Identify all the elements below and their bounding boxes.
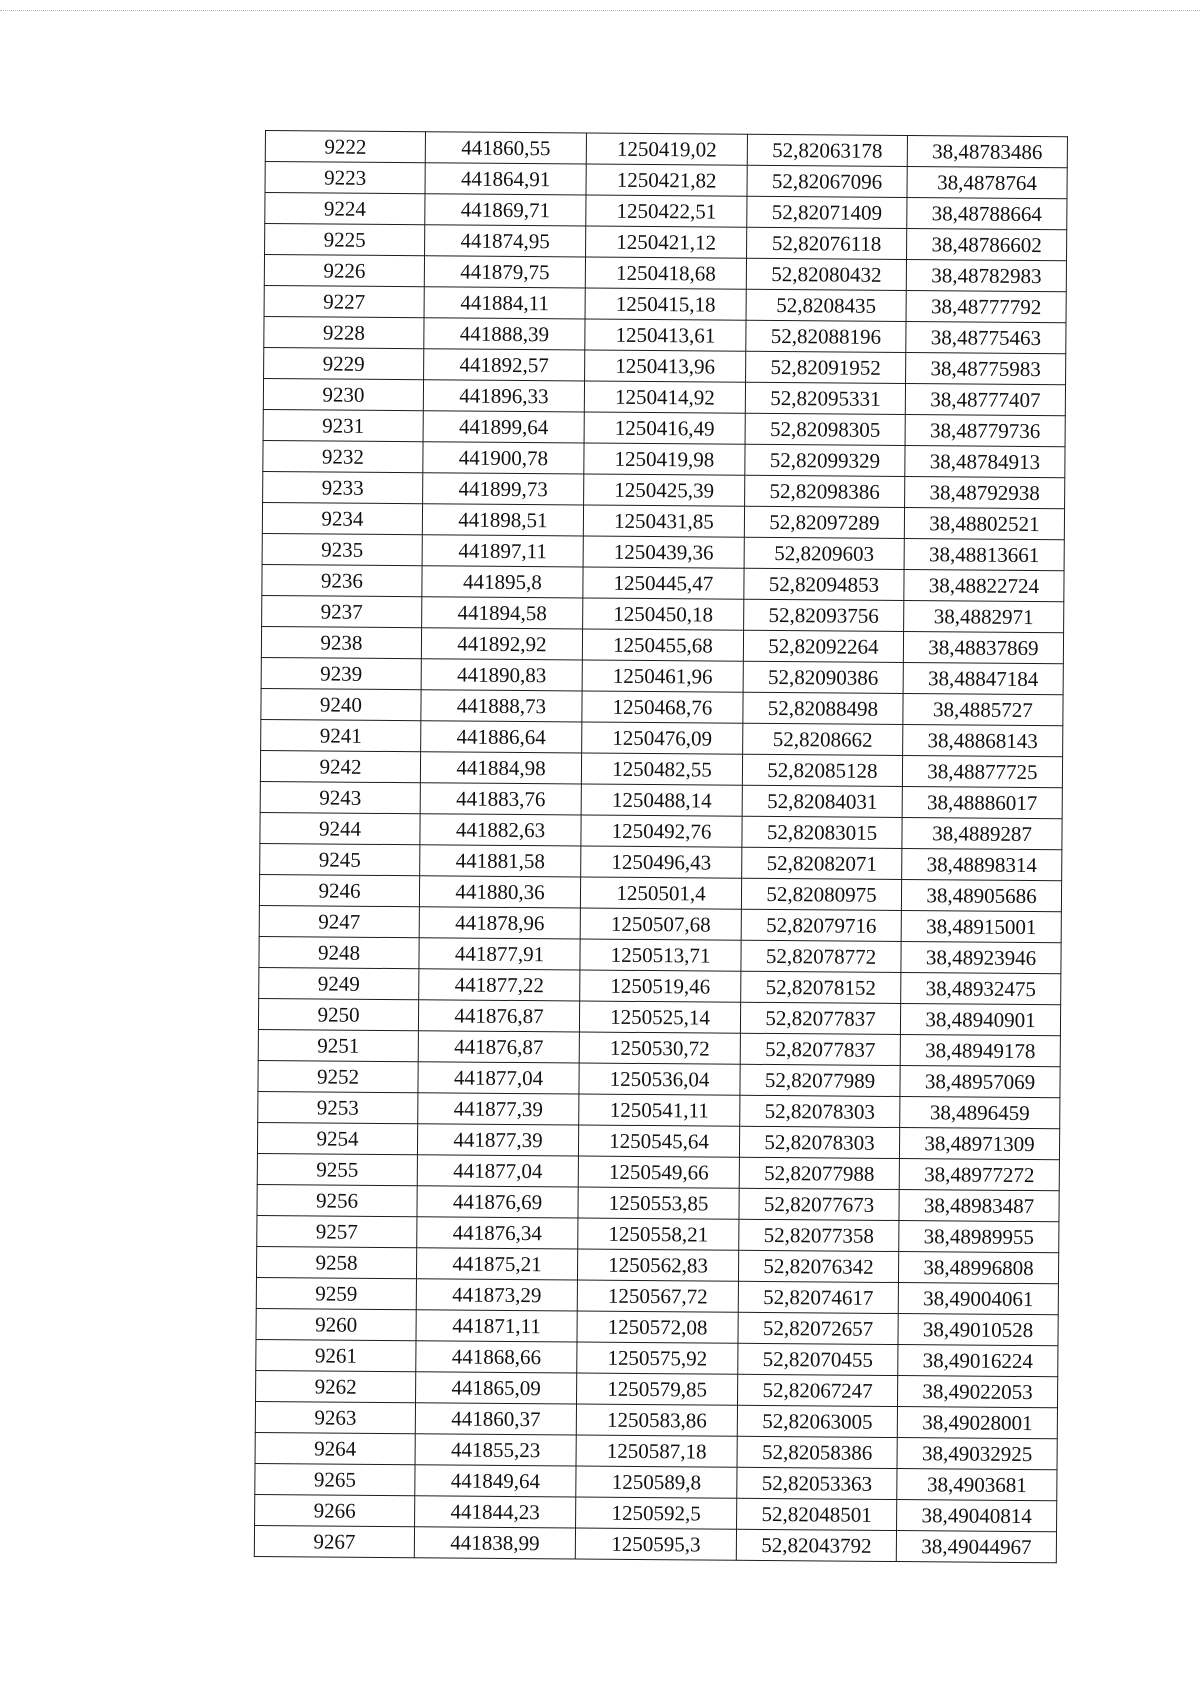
longitude-cell: 38,48989955 — [899, 1221, 1059, 1253]
x-coordinate-cell: 441865,09 — [416, 1372, 577, 1404]
point-number-cell: 9255 — [257, 1153, 417, 1185]
latitude-cell: 52,82074617 — [738, 1281, 898, 1313]
point-number-cell: 9252 — [258, 1060, 418, 1092]
longitude-cell: 38,48822724 — [904, 570, 1064, 602]
x-coordinate-cell: 441876,34 — [417, 1217, 578, 1249]
point-number-cell: 9244 — [260, 812, 420, 844]
x-coordinate-cell: 441855,23 — [415, 1434, 576, 1466]
longitude-cell: 38,48957069 — [900, 1066, 1060, 1098]
latitude-cell: 52,82077989 — [740, 1064, 900, 1096]
x-coordinate-cell: 441899,64 — [423, 411, 584, 443]
point-number-cell: 9237 — [262, 595, 422, 627]
longitude-cell: 38,4896459 — [900, 1097, 1060, 1129]
y-coordinate-cell: 1250450,18 — [583, 598, 744, 630]
longitude-cell: 38,48788664 — [907, 198, 1067, 230]
point-number-cell: 9240 — [261, 688, 421, 720]
latitude-cell: 52,82077837 — [740, 1033, 900, 1065]
longitude-cell: 38,48777407 — [905, 384, 1065, 416]
longitude-cell: 38,48786602 — [907, 229, 1067, 261]
point-number-cell: 9242 — [260, 750, 420, 782]
latitude-cell: 52,82098305 — [745, 413, 905, 445]
point-number-cell: 9257 — [257, 1215, 417, 1247]
longitude-cell: 38,49022053 — [897, 1376, 1057, 1408]
y-coordinate-cell: 1250439,36 — [583, 536, 744, 568]
longitude-cell: 38,49032925 — [897, 1438, 1057, 1470]
latitude-cell: 52,82097289 — [744, 506, 904, 538]
longitude-cell: 38,48886017 — [902, 787, 1062, 819]
y-coordinate-cell: 1250488,14 — [581, 784, 742, 816]
y-coordinate-cell: 1250414,92 — [584, 381, 745, 413]
y-coordinate-cell: 1250541,11 — [579, 1094, 740, 1126]
longitude-cell: 38,49016224 — [898, 1345, 1058, 1377]
y-coordinate-cell: 1250415,18 — [585, 288, 746, 320]
x-coordinate-cell: 441877,39 — [418, 1093, 579, 1125]
x-coordinate-cell: 441877,22 — [419, 969, 580, 1001]
point-number-cell: 9247 — [259, 905, 419, 937]
latitude-cell: 52,82043792 — [736, 1529, 896, 1561]
x-coordinate-cell: 441876,87 — [418, 1000, 579, 1032]
point-number-cell: 9251 — [258, 1029, 418, 1061]
longitude-cell: 38,4889287 — [902, 818, 1062, 850]
latitude-cell: 52,82090386 — [743, 661, 903, 693]
point-number-cell: 9265 — [255, 1463, 415, 1495]
y-coordinate-cell: 1250530,72 — [579, 1032, 740, 1064]
latitude-cell: 52,82083015 — [742, 816, 902, 848]
point-number-cell: 9248 — [259, 936, 419, 968]
point-number-cell: 9254 — [257, 1122, 417, 1154]
latitude-cell: 52,82076118 — [747, 227, 907, 259]
longitude-cell: 38,48868143 — [903, 725, 1063, 757]
y-coordinate-cell: 1250421,12 — [586, 226, 747, 258]
longitude-cell: 38,48971309 — [899, 1128, 1059, 1160]
latitude-cell: 52,82077358 — [739, 1219, 899, 1251]
latitude-cell: 52,82067096 — [747, 165, 907, 197]
y-coordinate-cell: 1250431,85 — [583, 505, 744, 537]
latitude-cell: 52,82084031 — [742, 785, 902, 817]
point-number-cell: 9227 — [264, 285, 424, 317]
x-coordinate-cell: 441869,71 — [425, 194, 586, 226]
latitude-cell: 52,82082071 — [742, 847, 902, 879]
point-number-cell: 9235 — [262, 533, 422, 565]
point-number-cell: 9224 — [265, 193, 425, 225]
latitude-cell: 52,82088196 — [746, 320, 906, 352]
longitude-cell: 38,48813661 — [904, 539, 1064, 571]
y-coordinate-cell: 1250421,82 — [586, 164, 747, 196]
y-coordinate-cell: 1250536,04 — [579, 1063, 740, 1095]
y-coordinate-cell: 1250583,86 — [576, 1404, 737, 1436]
y-coordinate-cell: 1250545,64 — [578, 1125, 739, 1157]
longitude-cell: 38,48837869 — [903, 632, 1063, 664]
x-coordinate-cell: 441892,92 — [421, 628, 582, 660]
latitude-cell: 52,8208662 — [743, 723, 903, 755]
longitude-cell: 38,4885727 — [903, 694, 1063, 726]
x-coordinate-cell: 441896,33 — [423, 380, 584, 412]
y-coordinate-cell: 1250587,18 — [576, 1435, 737, 1467]
x-coordinate-cell: 441883,76 — [420, 783, 581, 815]
latitude-cell: 52,82078152 — [741, 971, 901, 1003]
x-coordinate-cell: 441844,23 — [415, 1496, 576, 1528]
y-coordinate-cell: 1250575,92 — [577, 1342, 738, 1374]
latitude-cell: 52,82077837 — [740, 1002, 900, 1034]
x-coordinate-cell: 441877,91 — [419, 938, 580, 970]
point-number-cell: 9228 — [264, 316, 424, 348]
y-coordinate-cell: 1250418,68 — [585, 257, 746, 289]
coordinates-table-body — [254, 131, 1067, 1563]
x-coordinate-cell: 441879,75 — [424, 256, 585, 288]
longitude-cell: 38,48915001 — [901, 911, 1061, 943]
longitude-cell: 38,48877725 — [902, 756, 1062, 788]
y-coordinate-cell: 1250589,8 — [576, 1466, 737, 1498]
point-number-cell: 9230 — [263, 378, 423, 410]
y-coordinate-cell: 1250496,43 — [581, 846, 742, 878]
longitude-cell: 38,48802521 — [904, 508, 1064, 540]
y-coordinate-cell: 1250567,72 — [577, 1280, 738, 1312]
point-number-cell: 9241 — [261, 719, 421, 751]
latitude-cell: 52,82070455 — [738, 1343, 898, 1375]
longitude-cell: 38,48847184 — [903, 663, 1063, 695]
x-coordinate-cell: 441884,11 — [424, 287, 585, 319]
x-coordinate-cell: 441884,98 — [420, 752, 581, 784]
latitude-cell: 52,82098386 — [745, 475, 905, 507]
table-row — [254, 1525, 1056, 1562]
x-coordinate-cell: 441886,64 — [421, 721, 582, 753]
point-number-cell: 9233 — [263, 471, 423, 503]
y-coordinate-cell: 1250595,3 — [575, 1528, 736, 1560]
x-coordinate-cell: 441871,11 — [416, 1310, 577, 1342]
y-coordinate-cell: 1250468,76 — [582, 691, 743, 723]
x-coordinate-cell: 441864,91 — [425, 163, 586, 195]
y-coordinate-cell: 1250507,68 — [580, 908, 741, 940]
longitude-cell: 38,48983487 — [899, 1190, 1059, 1222]
y-coordinate-cell: 1250413,96 — [585, 350, 746, 382]
latitude-cell: 52,82080975 — [741, 878, 901, 910]
latitude-cell: 52,82078303 — [739, 1126, 899, 1158]
latitude-cell: 52,82091952 — [746, 351, 906, 383]
x-coordinate-cell: 441888,73 — [421, 690, 582, 722]
longitude-cell: 38,48923946 — [901, 942, 1061, 974]
longitude-cell: 38,48996808 — [898, 1252, 1058, 1284]
latitude-cell: 52,82079716 — [741, 909, 901, 941]
latitude-cell: 52,82088498 — [743, 692, 903, 724]
point-number-cell: 9263 — [255, 1401, 415, 1433]
latitude-cell: 52,82080432 — [746, 258, 906, 290]
y-coordinate-cell: 1250482,55 — [581, 753, 742, 785]
y-coordinate-cell: 1250549,66 — [578, 1156, 739, 1188]
point-number-cell: 9253 — [258, 1091, 418, 1123]
latitude-cell: 52,82048501 — [737, 1498, 897, 1530]
x-coordinate-cell: 441868,66 — [416, 1341, 577, 1373]
x-coordinate-cell: 441888,39 — [424, 318, 585, 350]
point-number-cell: 9234 — [262, 502, 422, 534]
x-coordinate-cell: 441877,04 — [417, 1155, 578, 1187]
point-number-cell: 9238 — [261, 626, 421, 658]
y-coordinate-cell: 1250422,51 — [586, 195, 747, 227]
latitude-cell: 52,82063178 — [747, 134, 907, 166]
latitude-cell: 52,82092264 — [743, 630, 903, 662]
x-coordinate-cell: 441878,96 — [419, 907, 580, 939]
x-coordinate-cell: 441890,83 — [421, 659, 582, 691]
latitude-cell: 52,82063005 — [737, 1405, 897, 1437]
point-number-cell: 9267 — [254, 1525, 414, 1557]
latitude-cell: 52,82072657 — [738, 1312, 898, 1344]
latitude-cell: 52,82076342 — [738, 1250, 898, 1282]
longitude-cell: 38,49028001 — [897, 1407, 1057, 1439]
latitude-cell: 52,82067247 — [737, 1374, 897, 1406]
latitude-cell: 52,8208435 — [746, 289, 906, 321]
point-number-cell: 9262 — [256, 1370, 416, 1402]
point-number-cell: 9236 — [262, 564, 422, 596]
longitude-cell: 38,4882971 — [904, 601, 1064, 633]
point-number-cell: 9232 — [263, 440, 423, 472]
x-coordinate-cell: 441892,57 — [424, 349, 585, 381]
x-coordinate-cell: 441899,73 — [423, 473, 584, 505]
y-coordinate-cell: 1250419,98 — [584, 443, 745, 475]
x-coordinate-cell: 441838,99 — [414, 1527, 575, 1559]
latitude-cell: 52,8209603 — [744, 537, 904, 569]
latitude-cell: 52,82093756 — [744, 599, 904, 631]
longitude-cell: 38,48932475 — [901, 973, 1061, 1005]
latitude-cell: 52,82058386 — [737, 1436, 897, 1468]
latitude-cell: 52,82085128 — [742, 754, 902, 786]
y-coordinate-cell: 1250445,47 — [583, 567, 744, 599]
x-coordinate-cell: 441860,37 — [415, 1403, 576, 1435]
latitude-cell: 52,82077673 — [739, 1188, 899, 1220]
latitude-cell: 52,82078772 — [741, 940, 901, 972]
longitude-cell: 38,48775463 — [906, 322, 1066, 354]
latitude-cell: 52,82099329 — [745, 444, 905, 476]
longitude-cell: 38,49040814 — [897, 1500, 1057, 1532]
x-coordinate-cell: 441860,55 — [425, 132, 586, 164]
y-coordinate-cell: 1250476,09 — [582, 722, 743, 754]
point-number-cell: 9239 — [261, 657, 421, 689]
point-number-cell: 9259 — [256, 1277, 416, 1309]
y-coordinate-cell: 1250455,68 — [582, 629, 743, 661]
point-number-cell: 9250 — [258, 998, 418, 1030]
x-coordinate-cell: 441873,29 — [416, 1279, 577, 1311]
longitude-cell: 38,48905686 — [901, 880, 1061, 912]
point-number-cell: 9249 — [259, 967, 419, 999]
longitude-cell: 38,48977272 — [899, 1159, 1059, 1191]
x-coordinate-cell: 441876,69 — [417, 1186, 578, 1218]
x-coordinate-cell: 441895,8 — [422, 566, 583, 598]
x-coordinate-cell: 441875,21 — [416, 1248, 577, 1280]
longitude-cell: 38,49004061 — [898, 1283, 1058, 1315]
y-coordinate-cell: 1250416,49 — [584, 412, 745, 444]
y-coordinate-cell: 1250513,71 — [580, 939, 741, 971]
x-coordinate-cell: 441877,39 — [417, 1124, 578, 1156]
y-coordinate-cell: 1250553,85 — [578, 1187, 739, 1219]
x-coordinate-cell: 441897,11 — [422, 535, 583, 567]
point-number-cell: 9229 — [264, 347, 424, 379]
latitude-cell: 52,82095331 — [745, 382, 905, 414]
point-number-cell: 9243 — [260, 781, 420, 813]
y-coordinate-cell: 1250562,83 — [577, 1249, 738, 1281]
longitude-cell: 38,48782983 — [906, 260, 1066, 292]
longitude-cell: 38,48940901 — [900, 1004, 1060, 1036]
longitude-cell: 38,49044967 — [896, 1531, 1056, 1563]
x-coordinate-cell: 441894,58 — [422, 597, 583, 629]
point-number-cell: 9246 — [259, 874, 419, 906]
y-coordinate-cell: 1250492,76 — [581, 815, 742, 847]
point-number-cell: 9266 — [255, 1494, 415, 1526]
x-coordinate-cell: 441849,64 — [415, 1465, 576, 1497]
point-number-cell: 9264 — [255, 1432, 415, 1464]
point-number-cell: 9261 — [256, 1339, 416, 1371]
longitude-cell: 38,48949178 — [900, 1035, 1060, 1067]
y-coordinate-cell: 1250419,02 — [586, 133, 747, 165]
x-coordinate-cell: 441876,87 — [418, 1031, 579, 1063]
y-coordinate-cell: 1250461,96 — [582, 660, 743, 692]
point-number-cell: 9256 — [257, 1184, 417, 1216]
longitude-cell: 38,4903681 — [897, 1469, 1057, 1501]
y-coordinate-cell: 1250558,21 — [578, 1218, 739, 1250]
longitude-cell: 38,48779736 — [905, 415, 1065, 447]
x-coordinate-cell: 441874,95 — [425, 225, 586, 257]
y-coordinate-cell: 1250525,14 — [579, 1001, 740, 1033]
latitude-cell: 52,82078303 — [740, 1095, 900, 1127]
point-number-cell: 9223 — [265, 162, 425, 194]
y-coordinate-cell: 1250592,5 — [576, 1497, 737, 1529]
x-coordinate-cell: 441881,58 — [420, 845, 581, 877]
point-number-cell: 9245 — [260, 843, 420, 875]
scan-edge-line — [0, 10, 1200, 11]
y-coordinate-cell: 1250501,4 — [580, 877, 741, 909]
longitude-cell: 38,48898314 — [902, 849, 1062, 881]
x-coordinate-cell: 441900,78 — [423, 442, 584, 474]
y-coordinate-cell: 1250519,46 — [580, 970, 741, 1002]
y-coordinate-cell: 1250579,85 — [577, 1373, 738, 1405]
x-coordinate-cell: 441880,36 — [419, 876, 580, 908]
longitude-cell: 38,49010528 — [898, 1314, 1058, 1346]
y-coordinate-cell: 1250413,61 — [585, 319, 746, 351]
point-number-cell: 9225 — [265, 224, 425, 256]
longitude-cell: 38,48783486 — [907, 136, 1067, 168]
longitude-cell: 38,48784913 — [905, 446, 1065, 478]
longitude-cell: 38,4878764 — [907, 167, 1067, 199]
longitude-cell: 38,48775983 — [906, 353, 1066, 385]
point-number-cell: 9226 — [264, 255, 424, 287]
point-number-cell: 9222 — [265, 131, 425, 163]
latitude-cell: 52,82071409 — [747, 196, 907, 228]
x-coordinate-cell: 441898,51 — [422, 504, 583, 536]
coordinates-table — [254, 130, 1068, 1563]
point-number-cell: 9260 — [256, 1308, 416, 1340]
latitude-cell: 52,82094853 — [744, 568, 904, 600]
latitude-cell: 52,82053363 — [737, 1467, 897, 1499]
latitude-cell: 52,82077988 — [739, 1157, 899, 1189]
point-number-cell: 9231 — [263, 409, 423, 441]
point-number-cell: 9258 — [256, 1246, 416, 1278]
x-coordinate-cell: 441882,63 — [420, 814, 581, 846]
longitude-cell: 38,48792938 — [905, 477, 1065, 509]
longitude-cell: 38,48777792 — [906, 291, 1066, 323]
y-coordinate-cell: 1250572,08 — [577, 1311, 738, 1343]
y-coordinate-cell: 1250425,39 — [584, 474, 745, 506]
x-coordinate-cell: 441877,04 — [418, 1062, 579, 1094]
